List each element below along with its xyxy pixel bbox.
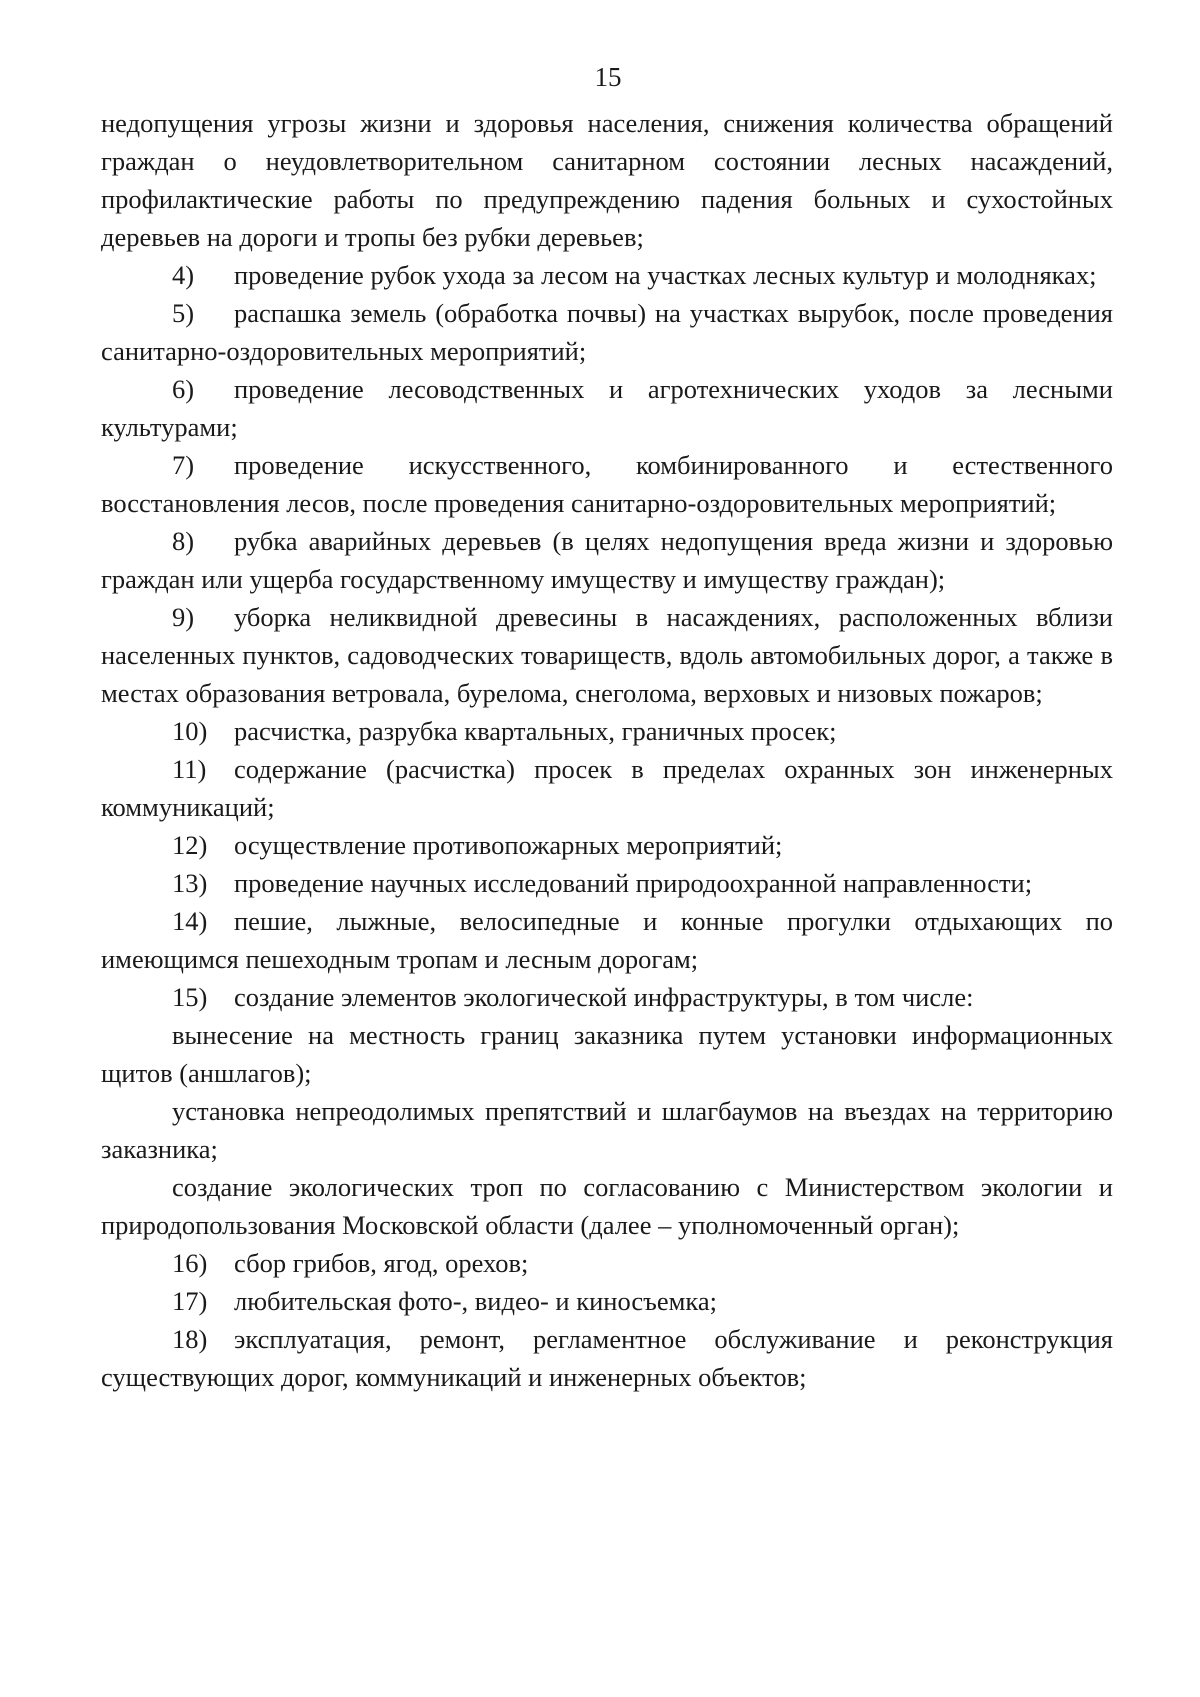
list-item-text: создание элементов экологической инфраструктуры, в том числе: [234, 982, 974, 1012]
list-item-text: распашка земель (обработка почвы) на участках вырубок, после проведения санитарно-оздоровительных мероприятий; [101, 298, 1113, 366]
list-number: 16) [172, 1248, 208, 1278]
document-body [101, 104, 1113, 1396]
paragraph-continuation: недопущения угрозы жизни и здоровья населения, снижения количества обращений граждан о неудовлетворительном санитарном состоянии лесных насаждений, профилактические работы по предупреждению падения больных и сухостойных деревьев на дороги и тропы без рубки деревьев; [101, 108, 1113, 252]
list-item-text: осуществление противопожарных мероприятий; [234, 830, 783, 860]
list-number: 5) [172, 298, 195, 328]
list-item-text: уборка неликвидной древесины в насаждениях, расположенных вблизи населенных пунктов, садоводческих товариществ, вдоль автомобильных дорог, а также в местах образования ветровала, бурелома, снеголома, верховых и низовых пожаров; [101, 602, 1113, 708]
list-number: 9) [172, 602, 195, 632]
sub-item-barriers: установка непреодолимых препятствий и шлагбаумов на въездах на территорию заказника; [101, 1096, 1113, 1164]
list-number: 13) [172, 868, 208, 898]
list-item-7 [101, 446, 1113, 522]
list-item-text: сбор грибов, ягод, орехов; [234, 1248, 529, 1278]
list-number: 12) [172, 830, 208, 860]
list-item-15 [101, 978, 1113, 1016]
page-number: 15 [594, 62, 622, 92]
list-number: 11) [172, 754, 207, 784]
list-item-text: любительская фото-, видео- и киносъемка; [234, 1286, 717, 1316]
list-item-8 [101, 522, 1113, 598]
list-item-9 [101, 598, 1113, 712]
list-item-4 [101, 256, 1113, 294]
list-number: 6) [172, 374, 195, 404]
list-item-text: расчистка, разрубка квартальных, граничных просек; [234, 716, 837, 746]
list-number: 18) [172, 1324, 208, 1354]
list-item-16 [101, 1244, 1113, 1282]
list-item-5 [101, 294, 1113, 370]
list-item-text: проведение научных исследований природоохранной направленности; [234, 868, 1033, 898]
list-item-10 [101, 712, 1113, 750]
list-item-12 [101, 826, 1113, 864]
list-number: 8) [172, 526, 195, 556]
list-item-18 [101, 1320, 1113, 1396]
list-item-text: проведение рубок ухода за лесом на участках лесных культур и молодняках; [234, 260, 1097, 290]
list-item-text: эксплуатация, ремонт, регламентное обслуживание и реконструкция существующих дорог, коммуникаций и инженерных объектов; [101, 1324, 1113, 1392]
list-item-14 [101, 902, 1113, 978]
sub-item-boundary-signs: вынесение на местность границ заказника путем установки информационных щитов (аншлагов); [101, 1020, 1113, 1088]
list-item-text: проведение лесоводственных и агротехнических уходов за лесными культурами; [101, 374, 1113, 442]
list-number: 14) [172, 906, 208, 936]
list-item-17 [101, 1282, 1113, 1320]
list-item-text: пешие, лыжные, велосипедные и конные прогулки отдыхающих по имеющимся пешеходным тропам и лесным дорогам; [101, 906, 1113, 974]
list-number: 17) [172, 1286, 208, 1316]
list-item-text: проведение искусственного, комбинированного и естественного восстановления лесов, после проведения санитарно-оздоровительных мероприятий; [101, 450, 1113, 518]
list-number: 15) [172, 982, 208, 1012]
list-number: 7) [172, 450, 195, 480]
list-number: 4) [172, 260, 195, 290]
list-number: 10) [172, 716, 208, 746]
list-item-13 [101, 864, 1113, 902]
list-item-text: рубка аварийных деревьев (в целях недопущения вреда жизни и здоровью граждан или ущерба государственному имуществу и имуществу граждан); [101, 526, 1113, 594]
list-item-11 [101, 750, 1113, 826]
list-item-6 [101, 370, 1113, 446]
list-item-text: содержание (расчистка) просек в пределах охранных зон инженерных коммуникаций; [101, 754, 1113, 822]
sub-item-eco-trails: создание экологических троп по согласованию с Министерством экологии и природопользования Московской области (далее – уполномоченный орган); [101, 1172, 1113, 1240]
